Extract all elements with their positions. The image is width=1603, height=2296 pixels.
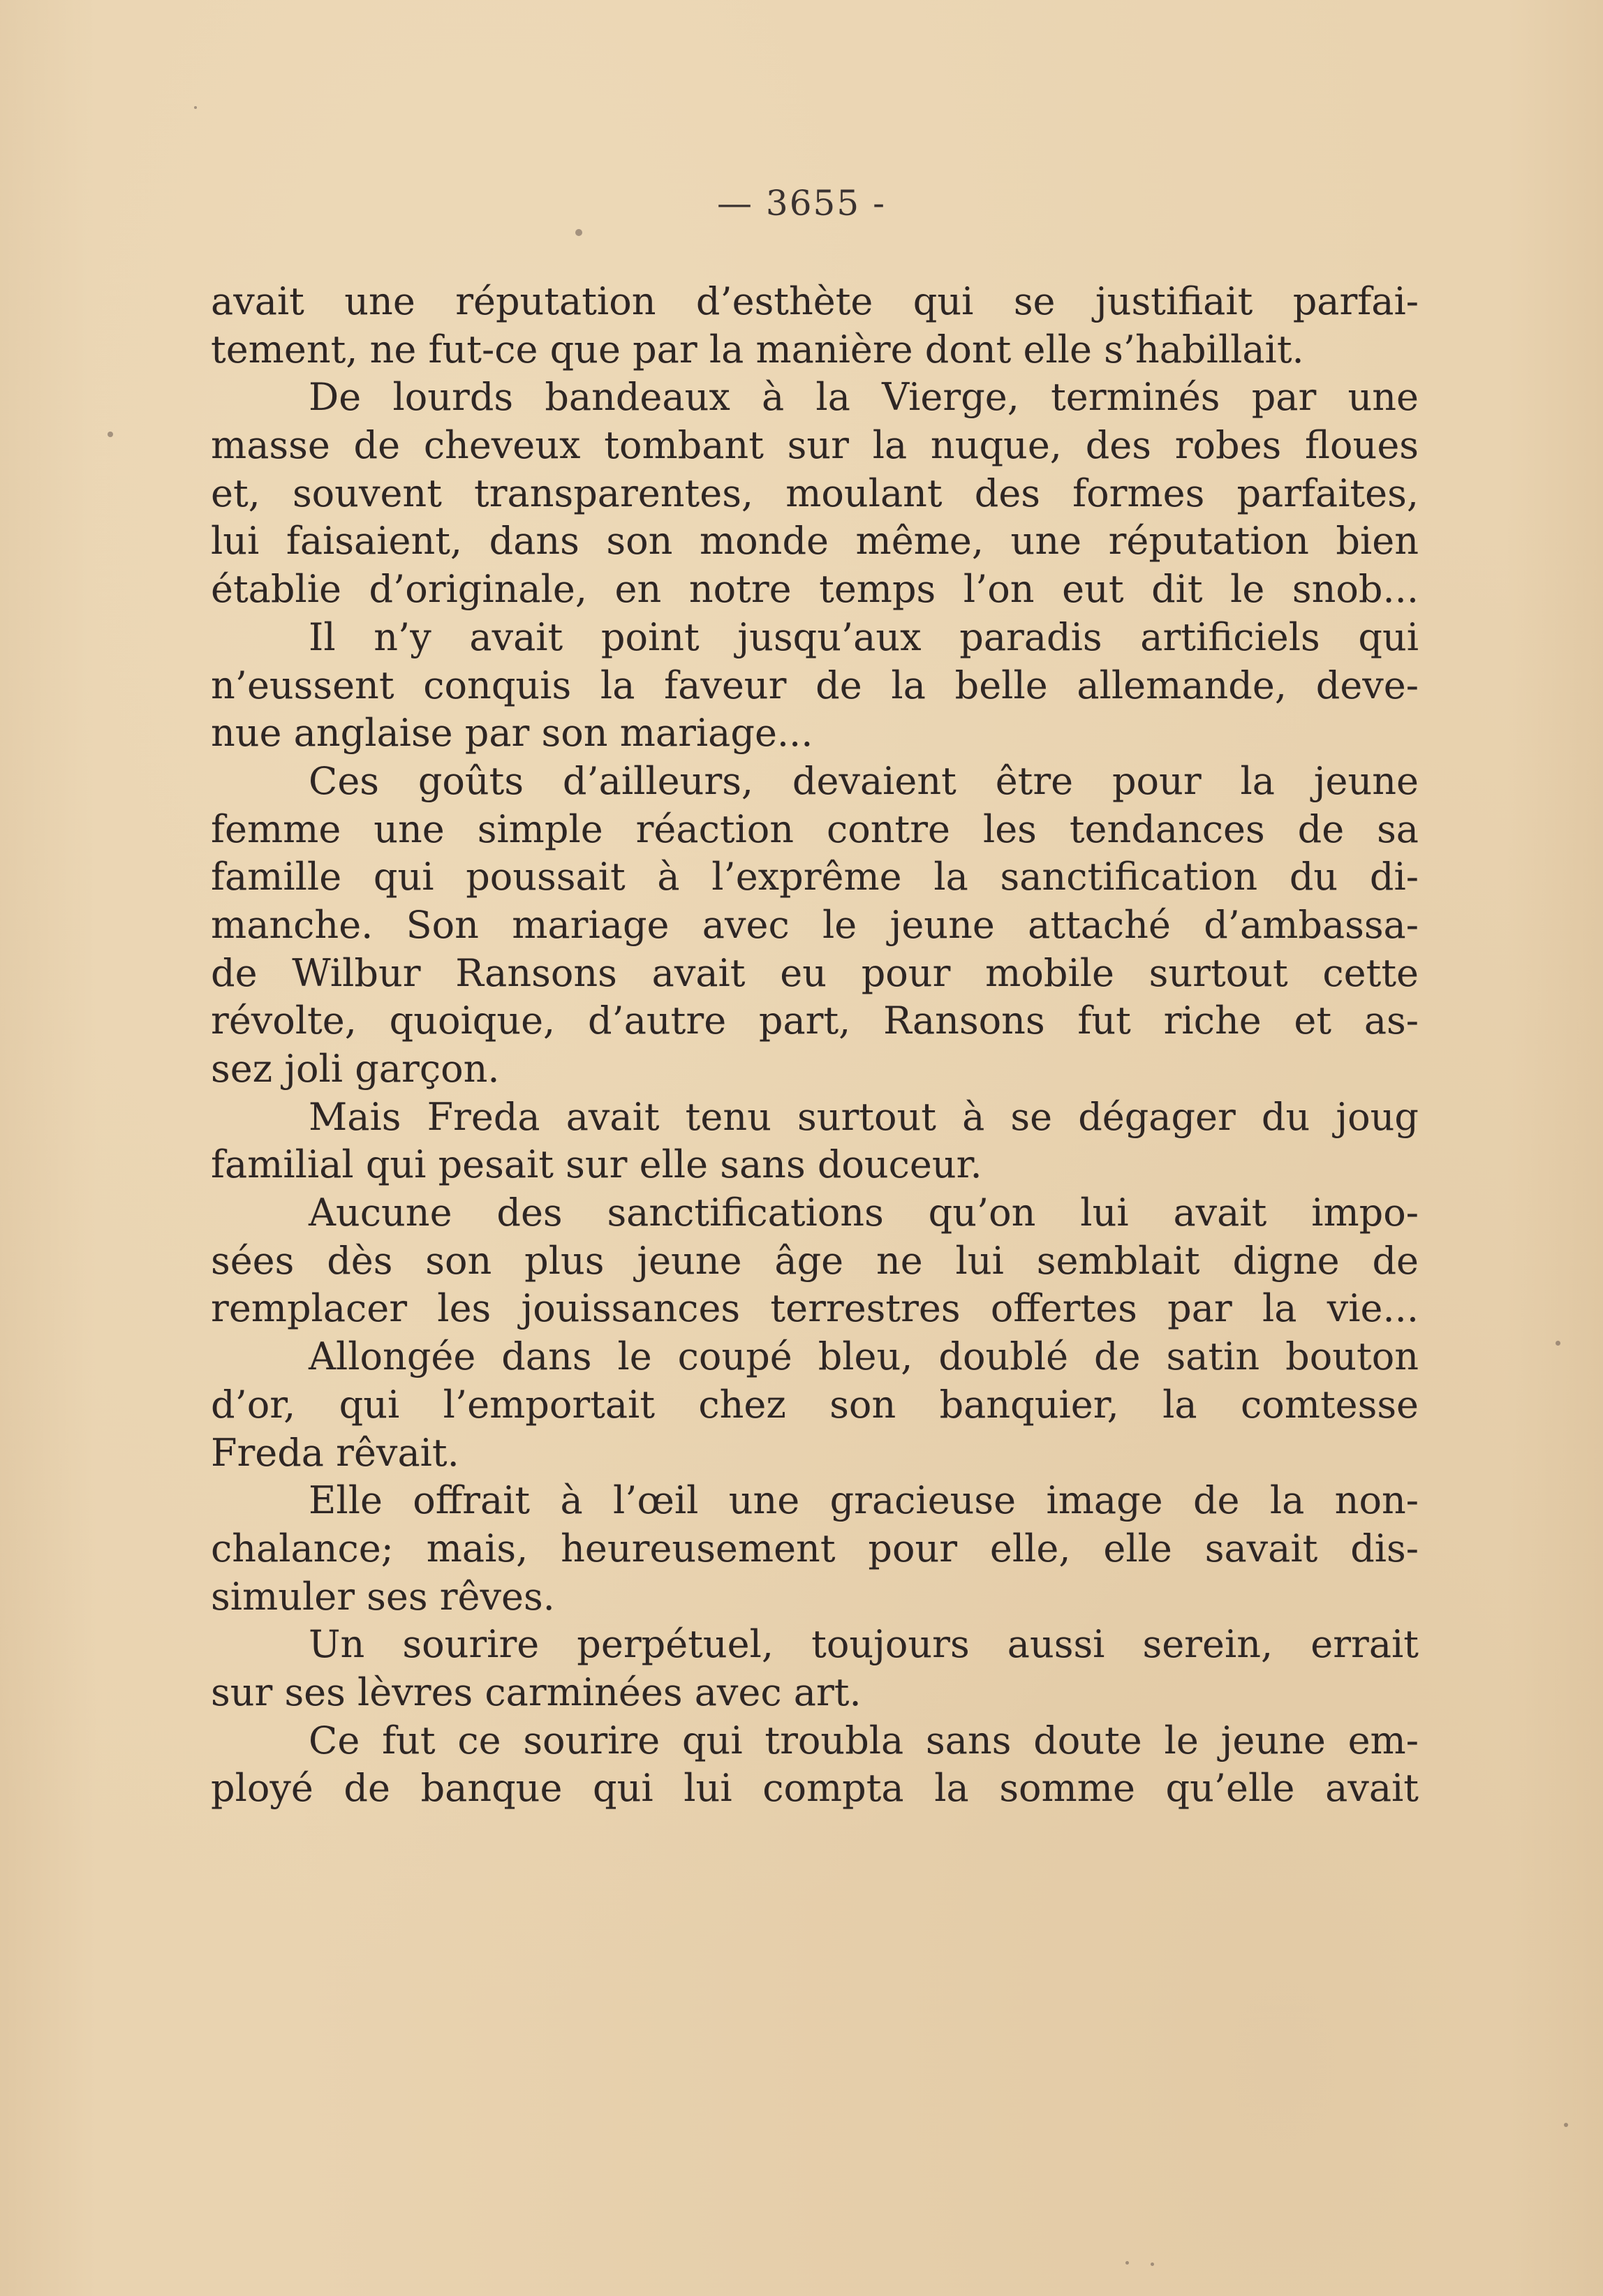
text-line: de Wilbur Ransons avait eu pour mobile surtout cette [211,950,1419,995]
text-line: sez joli garçon. [211,1047,500,1091]
paper-speck [575,229,582,236]
text-line: sées dès son plus jeune âge ne lui semblait digne de [211,1238,1419,1283]
text-line: Ces goûts d’ailleurs, devaient être pour la jeune [309,758,1419,803]
text-line: n’eussent conquis la faveur de la belle allemande, deve- [211,663,1419,707]
paper-speck [194,106,197,109]
text-line: De lourds bandeaux à la Vierge, terminés par une [309,375,1419,420]
paper-speck [1125,2261,1129,2265]
text-line: avait une réputation d’esthète qui se justifiait parfai- [211,279,1419,323]
paper-speck [1556,1341,1560,1346]
text-line: masse de cheveux tombant sur la nuque, des robes floues [211,423,1419,468]
text-line: chalance; mais, heureusement pour elle, elle savait dis- [211,1526,1419,1570]
page-number: — 3655 - [717,183,886,223]
text-line: simuler ses rêves. [211,1574,555,1619]
text-line: Elle offrait à l’œil une gracieuse image de la non- [309,1478,1419,1523]
text-line: nue anglaise par son mariage... [211,711,813,756]
text-line: d’or, qui l’emportait chez son banquier, la comtesse [211,1382,1419,1427]
text-line: tement, ne fut-ce que par la manière dont elle s’habillait. [211,327,1304,371]
text-line: famille qui poussait à l’exprême la sanctification du di- [211,855,1419,899]
text-line: Mais Freda avait tenu surtout à se dégager du joug [309,1094,1419,1139]
text-line: familial qui pesait sur elle sans douceur. [211,1142,982,1187]
text-line: Il n’y avait point jusqu’aux paradis artificiels qui [309,615,1419,659]
text-line: Freda rêvait. [211,1430,459,1475]
text-line: établie d’originale, en notre temps l’on eut dit le snob... [211,567,1419,612]
text-line: Allongée dans le coupé bleu, doublé de satin bouton [309,1334,1419,1379]
text-line: ployé de banque qui lui compta la somme qu’elle avait [211,1766,1419,1811]
text-line: femme une simple réaction contre les tendances de sa [211,807,1419,851]
text-line: Un sourire perpétuel, toujours aussi serein, errait [309,1622,1419,1667]
text-line: sur ses lèvres carminées avec art. [211,1670,862,1714]
text-line: lui faisaient, dans son monde même, une réputation bien [211,519,1419,564]
text-line: Ce fut ce sourire qui troubla sans doute le jeune em- [309,1718,1419,1763]
text-line: et, souvent transparentes, moulant des formes parfaites, [211,471,1419,515]
paper-speck [1151,2262,1154,2266]
paper-speck [1564,2123,1568,2127]
text-line: remplacer les jouissances terrestres offertes par la vie... [211,1286,1419,1331]
text-line: manche. Son mariage avec le jeune attaché d’ambassa- [211,902,1419,947]
paper-speck [108,432,113,437]
text-line: Aucune des sanctifications qu’on lui avait impo- [309,1191,1419,1235]
text-line: révolte, quoique, d’autre part, Ransons fut riche et as- [211,999,1419,1043]
page-body [211,278,1419,1813]
